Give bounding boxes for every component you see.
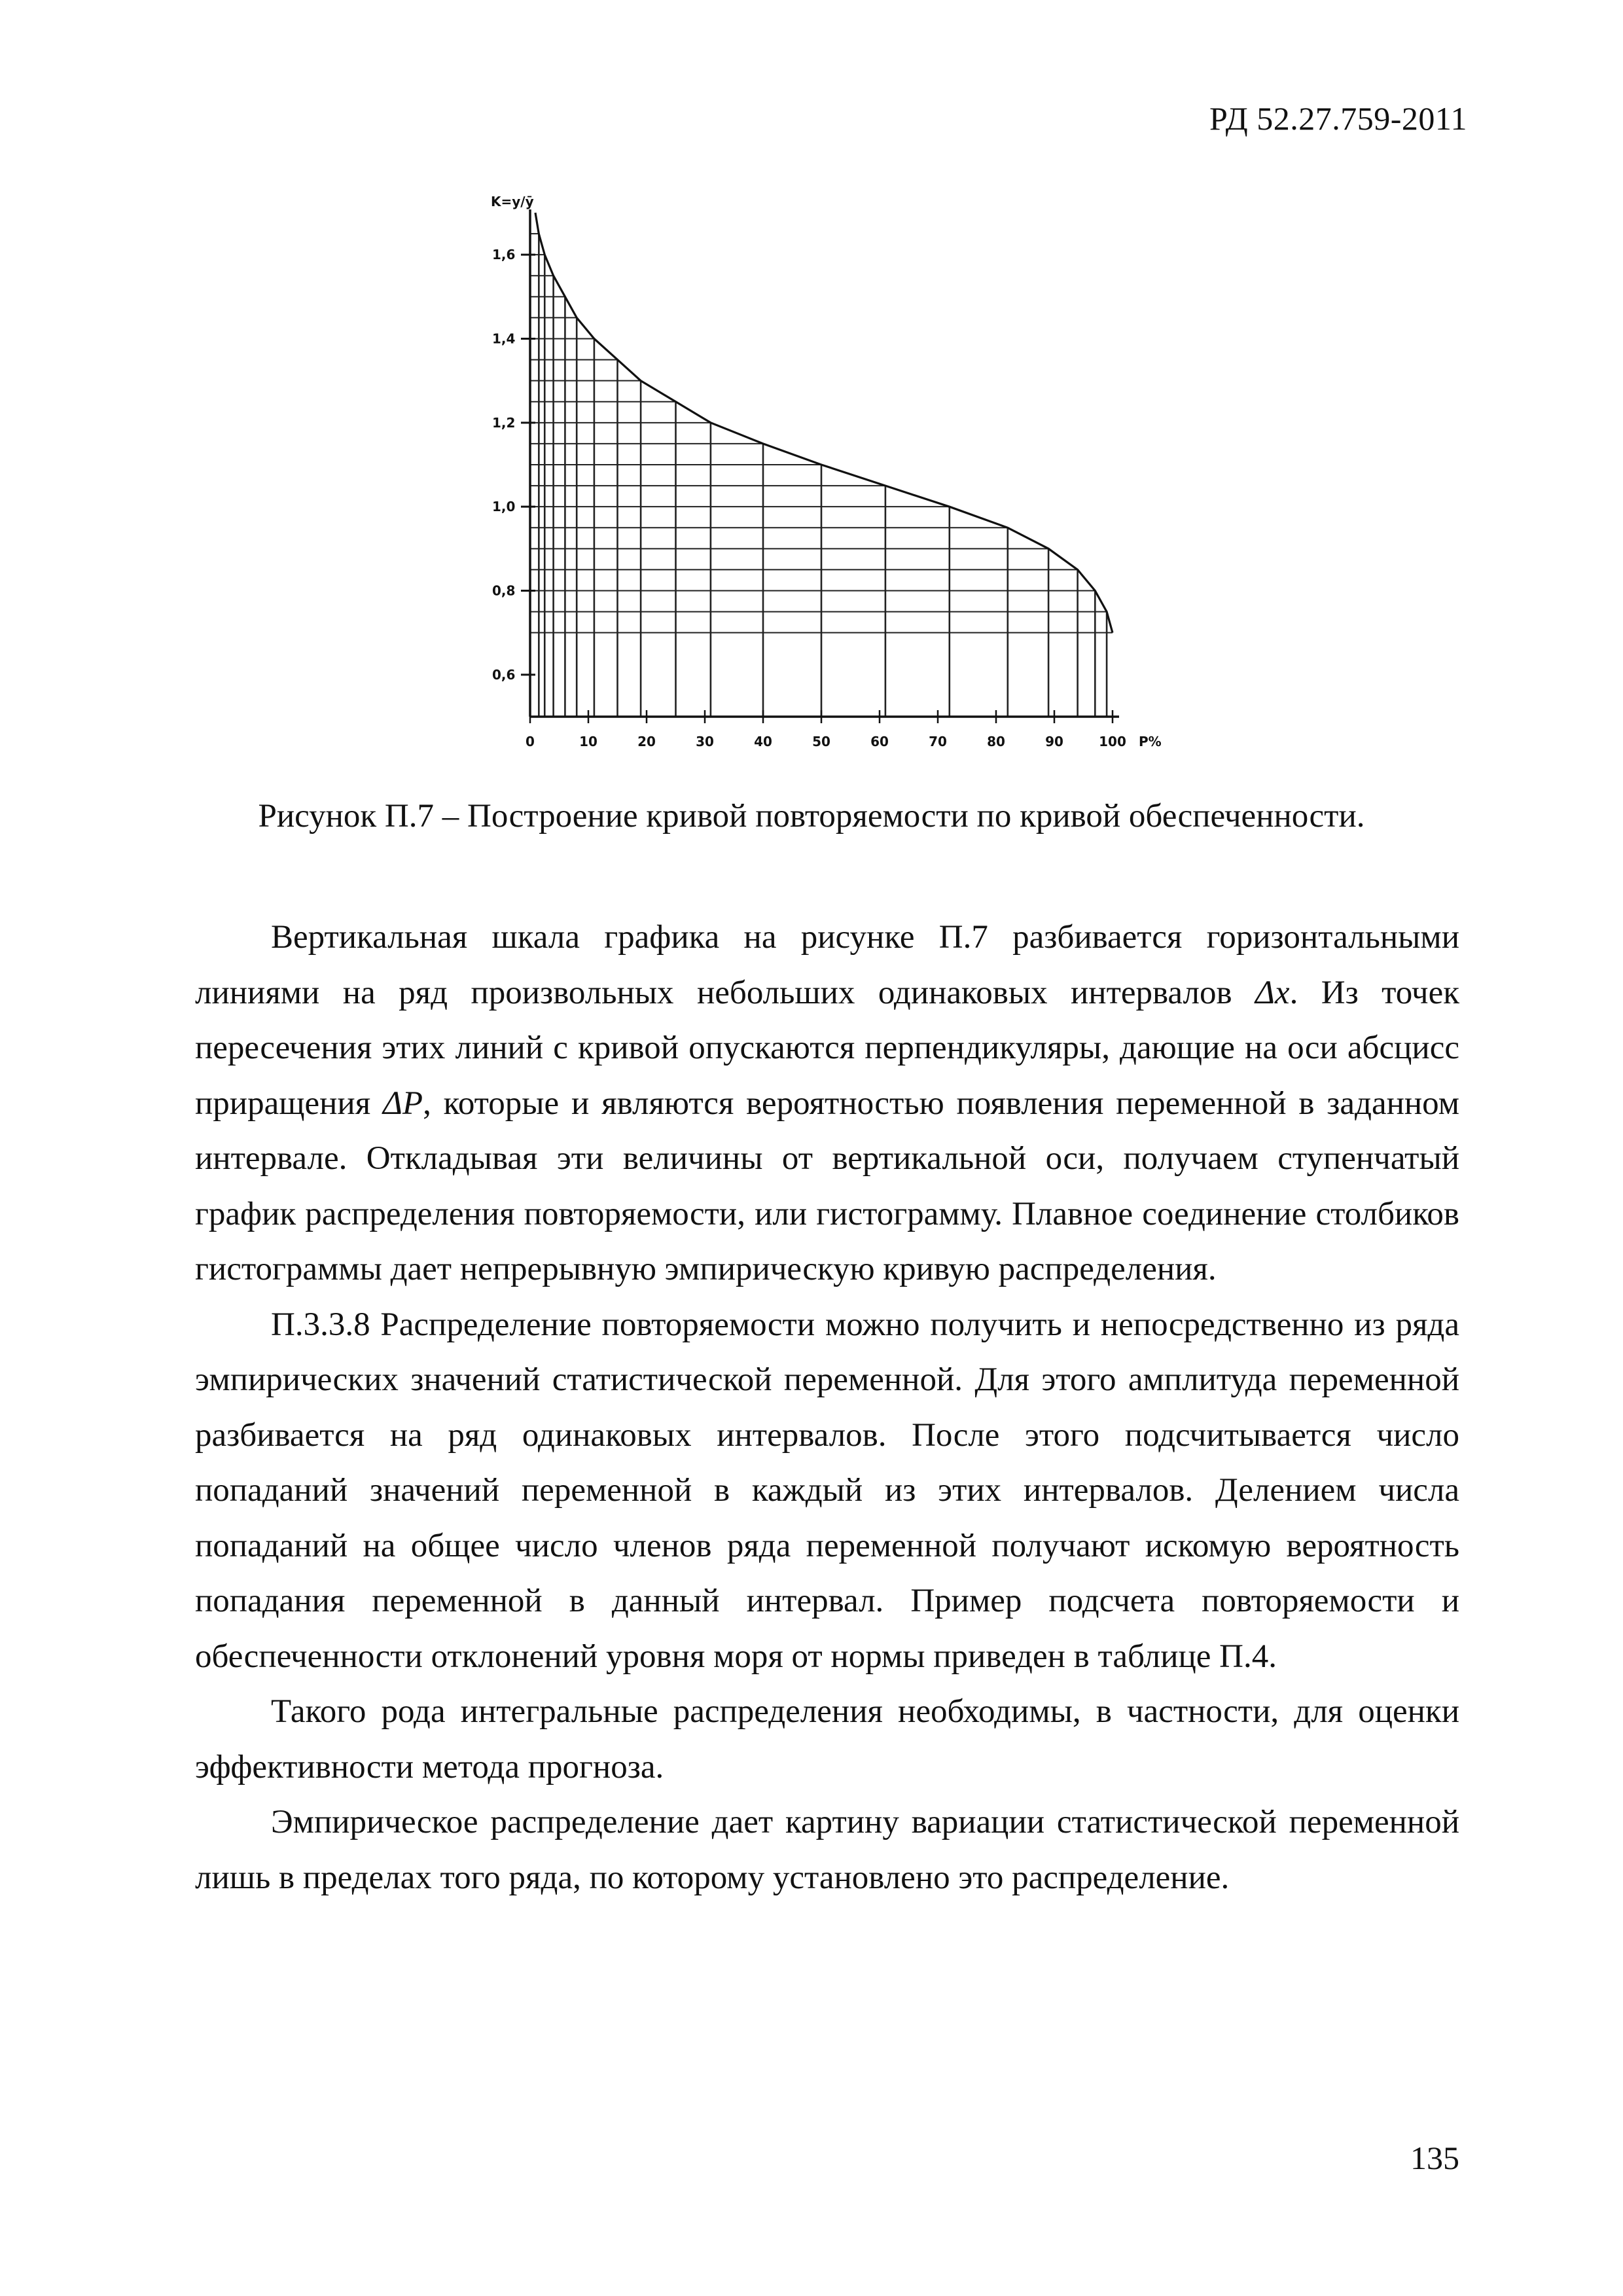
x-tick-label: 70 xyxy=(929,734,947,749)
x-tick-label: 20 xyxy=(637,734,656,749)
x-tick-label: 30 xyxy=(696,734,714,749)
x-axis-label: P% xyxy=(1139,734,1162,749)
x-tick-label: 10 xyxy=(579,734,597,749)
delta-x-symbol: Δx xyxy=(1255,974,1290,1011)
paragraph-p-3-3-8: П.3.3.8 Распределение повторяемости можно получить и непосредственно из ряда эмпирических значений статистической переменной. Для этого амплитуда переменной разбивается на ряд одинаковых интервалов. После этого подсчитывается число попаданий значений переменной в каждый из этих интервалов. Делением числа попаданий на общее число членов ряда переменной получают искомую вероятность попадания переменной в данный интервал. Пример подсчета повторяемости и обеспеченности отклонений уровня моря от нормы приведен в таблице П.4. xyxy=(195,1306,1459,1675)
chart-perpendiculars xyxy=(539,234,1107,717)
paragraph-text: Вертикальная шкала графика на рисунке П.7 разбивается горизонтальными линиями на ряд произвольных небольших одинаковых интервалов xyxy=(195,919,1459,1011)
x-tick-label: 50 xyxy=(812,734,830,749)
y-tick-label: 1,0 xyxy=(492,499,516,515)
paragraph-integral-distributions: Такого рода интегральные распределения необходимы, в частности, для оценки эффективности метода прогноза. xyxy=(195,1693,1459,1785)
paragraph-text: , которые и являются вероятностью появления переменной в заданном интервале. Откладывая эти величины от вертикальной оси, получаем ступенчатый график распределения повторяемости, или гистограмму. Плавное соединение столбиков гистограммы дает непрерывную эмпирическую кривую распределения. xyxy=(195,1085,1459,1287)
y-tick-label: 1,2 xyxy=(492,414,516,431)
provision-curve-chart xyxy=(432,187,1204,762)
x-tick-label: 40 xyxy=(754,734,772,749)
x-tick-label: 0 xyxy=(526,734,535,749)
y-axis-label: K=y/ȳ xyxy=(491,194,534,209)
paragraph-text: . Из точек пересечения этих линий с кривой опускаются перпендикуляры, дающие на оси абсцисс приращения xyxy=(195,974,1459,1122)
x-tick-label: 60 xyxy=(870,734,889,749)
y-tick-label: 1,6 xyxy=(492,247,516,263)
page-number: 135 xyxy=(1410,2140,1459,2176)
delta-p-symbol: ΔP xyxy=(383,1085,423,1122)
x-tick-label: 100 xyxy=(1099,734,1126,749)
figure-p7 xyxy=(432,187,1204,762)
y-tick-label: 0,8 xyxy=(492,583,516,599)
y-tick-label: 1,4 xyxy=(492,331,516,347)
paragraph-histogram xyxy=(195,910,1459,1297)
paragraph-empirical-distribution: Эмпирическое распределение дает картину вариации статистической переменной лишь в пределах того ряда, по которому установлено это распределение. xyxy=(195,1804,1459,1896)
x-tick-label: 80 xyxy=(987,734,1005,749)
figure-caption: Рисунок П.7 – Построение кривой повторяемости по кривой обеспеченности. xyxy=(258,798,1365,834)
body-text xyxy=(195,910,1459,1905)
y-axis-ticks xyxy=(492,247,535,683)
y-tick-label: 0,6 xyxy=(492,666,516,683)
document-code-header: РД 52.27.759-2011 xyxy=(1209,100,1467,137)
x-tick-label: 90 xyxy=(1045,734,1063,749)
